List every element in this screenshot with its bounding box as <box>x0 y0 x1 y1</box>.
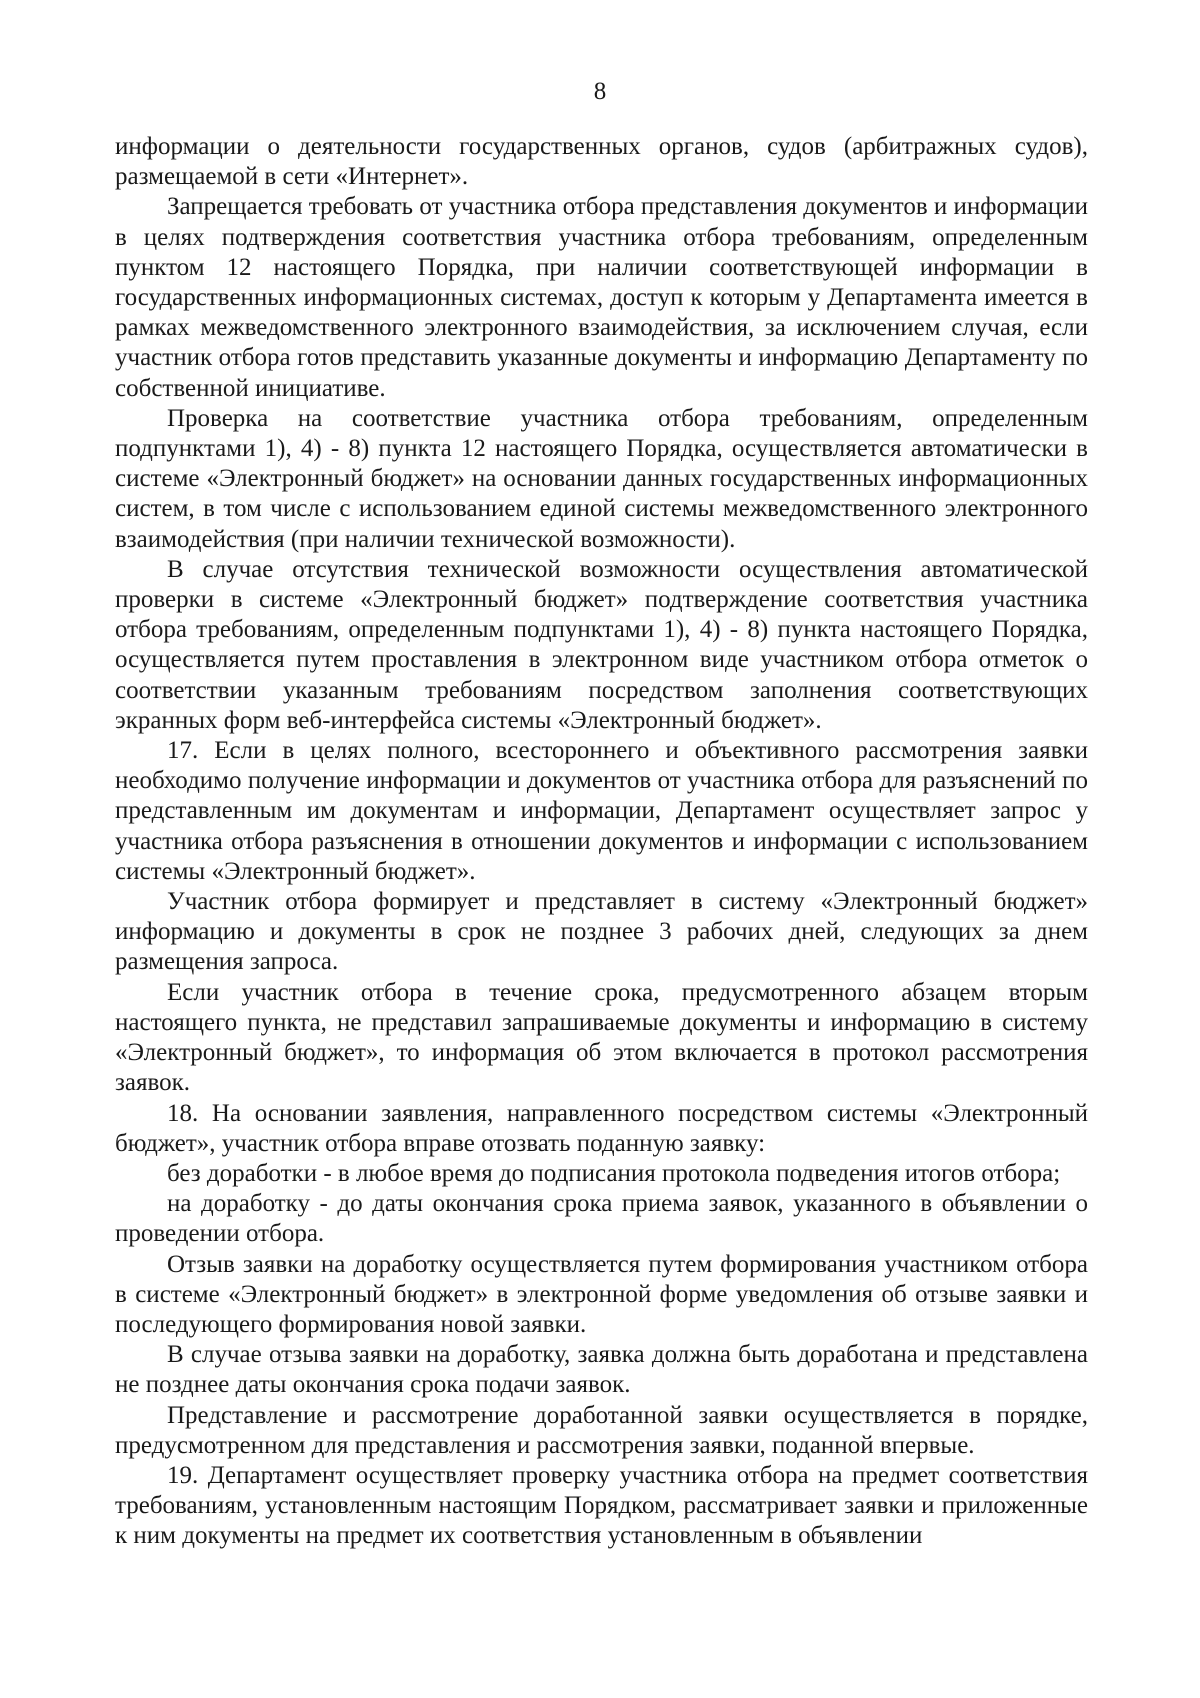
paragraph-item-19: 19. Департамент осуществляет проверку участника отбора на предмет соответствия требованиям, установленным настоящим Порядком, рассматривает заявки и приложенные к ним документы на предмет их соответствия установленным в объявлении <box>115 1461 1088 1550</box>
paragraph-item-17-response: Участник отбора формирует и представляет в систему «Электронный бюджет» информацию и документы в срок не позднее 3 рабочих дней, следующих за днем размещения запроса. <box>115 888 1088 976</box>
paragraph-item-17: 17. Если в целях полного, всестороннего и объективного рассмотрения заявки необходимо получение информации и документов от участника отбора для разъяснений по представленным им документам и информации, Департамент осуществляет запрос у участника отбора разъяснения в отношении документов и информации с использованием системы «Электронный бюджет». <box>115 737 1088 885</box>
paragraph-item-17-failure: Если участник отбора в течение срока, предусмотренного абзацем вторым настоящего пункта, не представил запрашиваемые документы и информацию в систему «Электронный бюджет», то информация об этом включается в протокол рассмотрения заявок. <box>115 978 1088 1097</box>
paragraph-revision-withdrawal: Отзыв заявки на доработку осуществляется путем формирования участником отбора в системе «Электронный бюджет» в электронной форме уведомления об отзыве заявки и последующего формирования новой заявки. <box>115 1250 1088 1338</box>
paragraph-revision-deadline: В случае отзыва заявки на доработку, заявка должна быть доработана и представлена не позднее даты окончания срока подачи заявок. <box>115 1341 1088 1399</box>
paragraph-item-18-without-revision: без доработки - в любое время до подписания протокола подведения итогов отбора; <box>167 1159 1061 1187</box>
paragraph-automatic-check: Проверка на соответствие участника отбора требованиям, определенным подпунктами 1), 4) - 8) пункта 12 настоящего Порядка, осуществляется автоматически в системе «Электронный бюджет» на основании данных государственных информационных систем, в том числе с использованием единой системы межведомственного электронного взаимодействия (при наличии технической возможности). <box>115 404 1088 553</box>
document-body <box>115 132 1088 1552</box>
paragraph-item-18: 18. На основании заявления, направленного посредством системы «Электронный бюджет», участник отбора вправе отозвать поданную заявку: <box>115 1099 1088 1157</box>
page-number: 8 <box>593 78 607 105</box>
paragraph-revised-application: Представление и рассмотрение доработанной заявки осуществляется в порядке, предусмотренном для представления и рассмотрения заявки, поданной впервые. <box>115 1401 1088 1459</box>
paragraph-continuation: информации о деятельности государственных органов, судов (арбитражных судов), размещаемой в сети «Интернет». <box>115 133 1088 191</box>
paragraph-item-18-for-revision: на доработку - до даты окончания срока приема заявок, указанного в объявлении о проведении отбора. <box>115 1190 1088 1248</box>
paragraph-prohibition: Запрещается требовать от участника отбора представления документов и информации в целях подтверждения соответствия участника отбора требованиям, определенным пунктом 12 настоящего Порядка, при наличии соответствующей информации в государственных информационных системах, доступ к которым у Департамента имеется в рамках межведомственного электронного взаимодействия, за исключением случая, если участник отбора готов представить указанные документы и информацию Департаменту по собственной инициативе. <box>115 193 1088 402</box>
paragraph-manual-check: В случае отсутствия технической возможности осуществления автоматической проверки в системе «Электронный бюджет» подтверждение соответствия участника отбора требованиям, определенным подпунктами 1), 4) - 8) пункта настоящего Порядка, осуществляется путем проставления в электронном виде участником отбора отметок о соответствии указанным требованиям посредством заполнения соответствующих экранных форм веб-интерфейса системы «Электронный бюджет». <box>115 555 1088 734</box>
